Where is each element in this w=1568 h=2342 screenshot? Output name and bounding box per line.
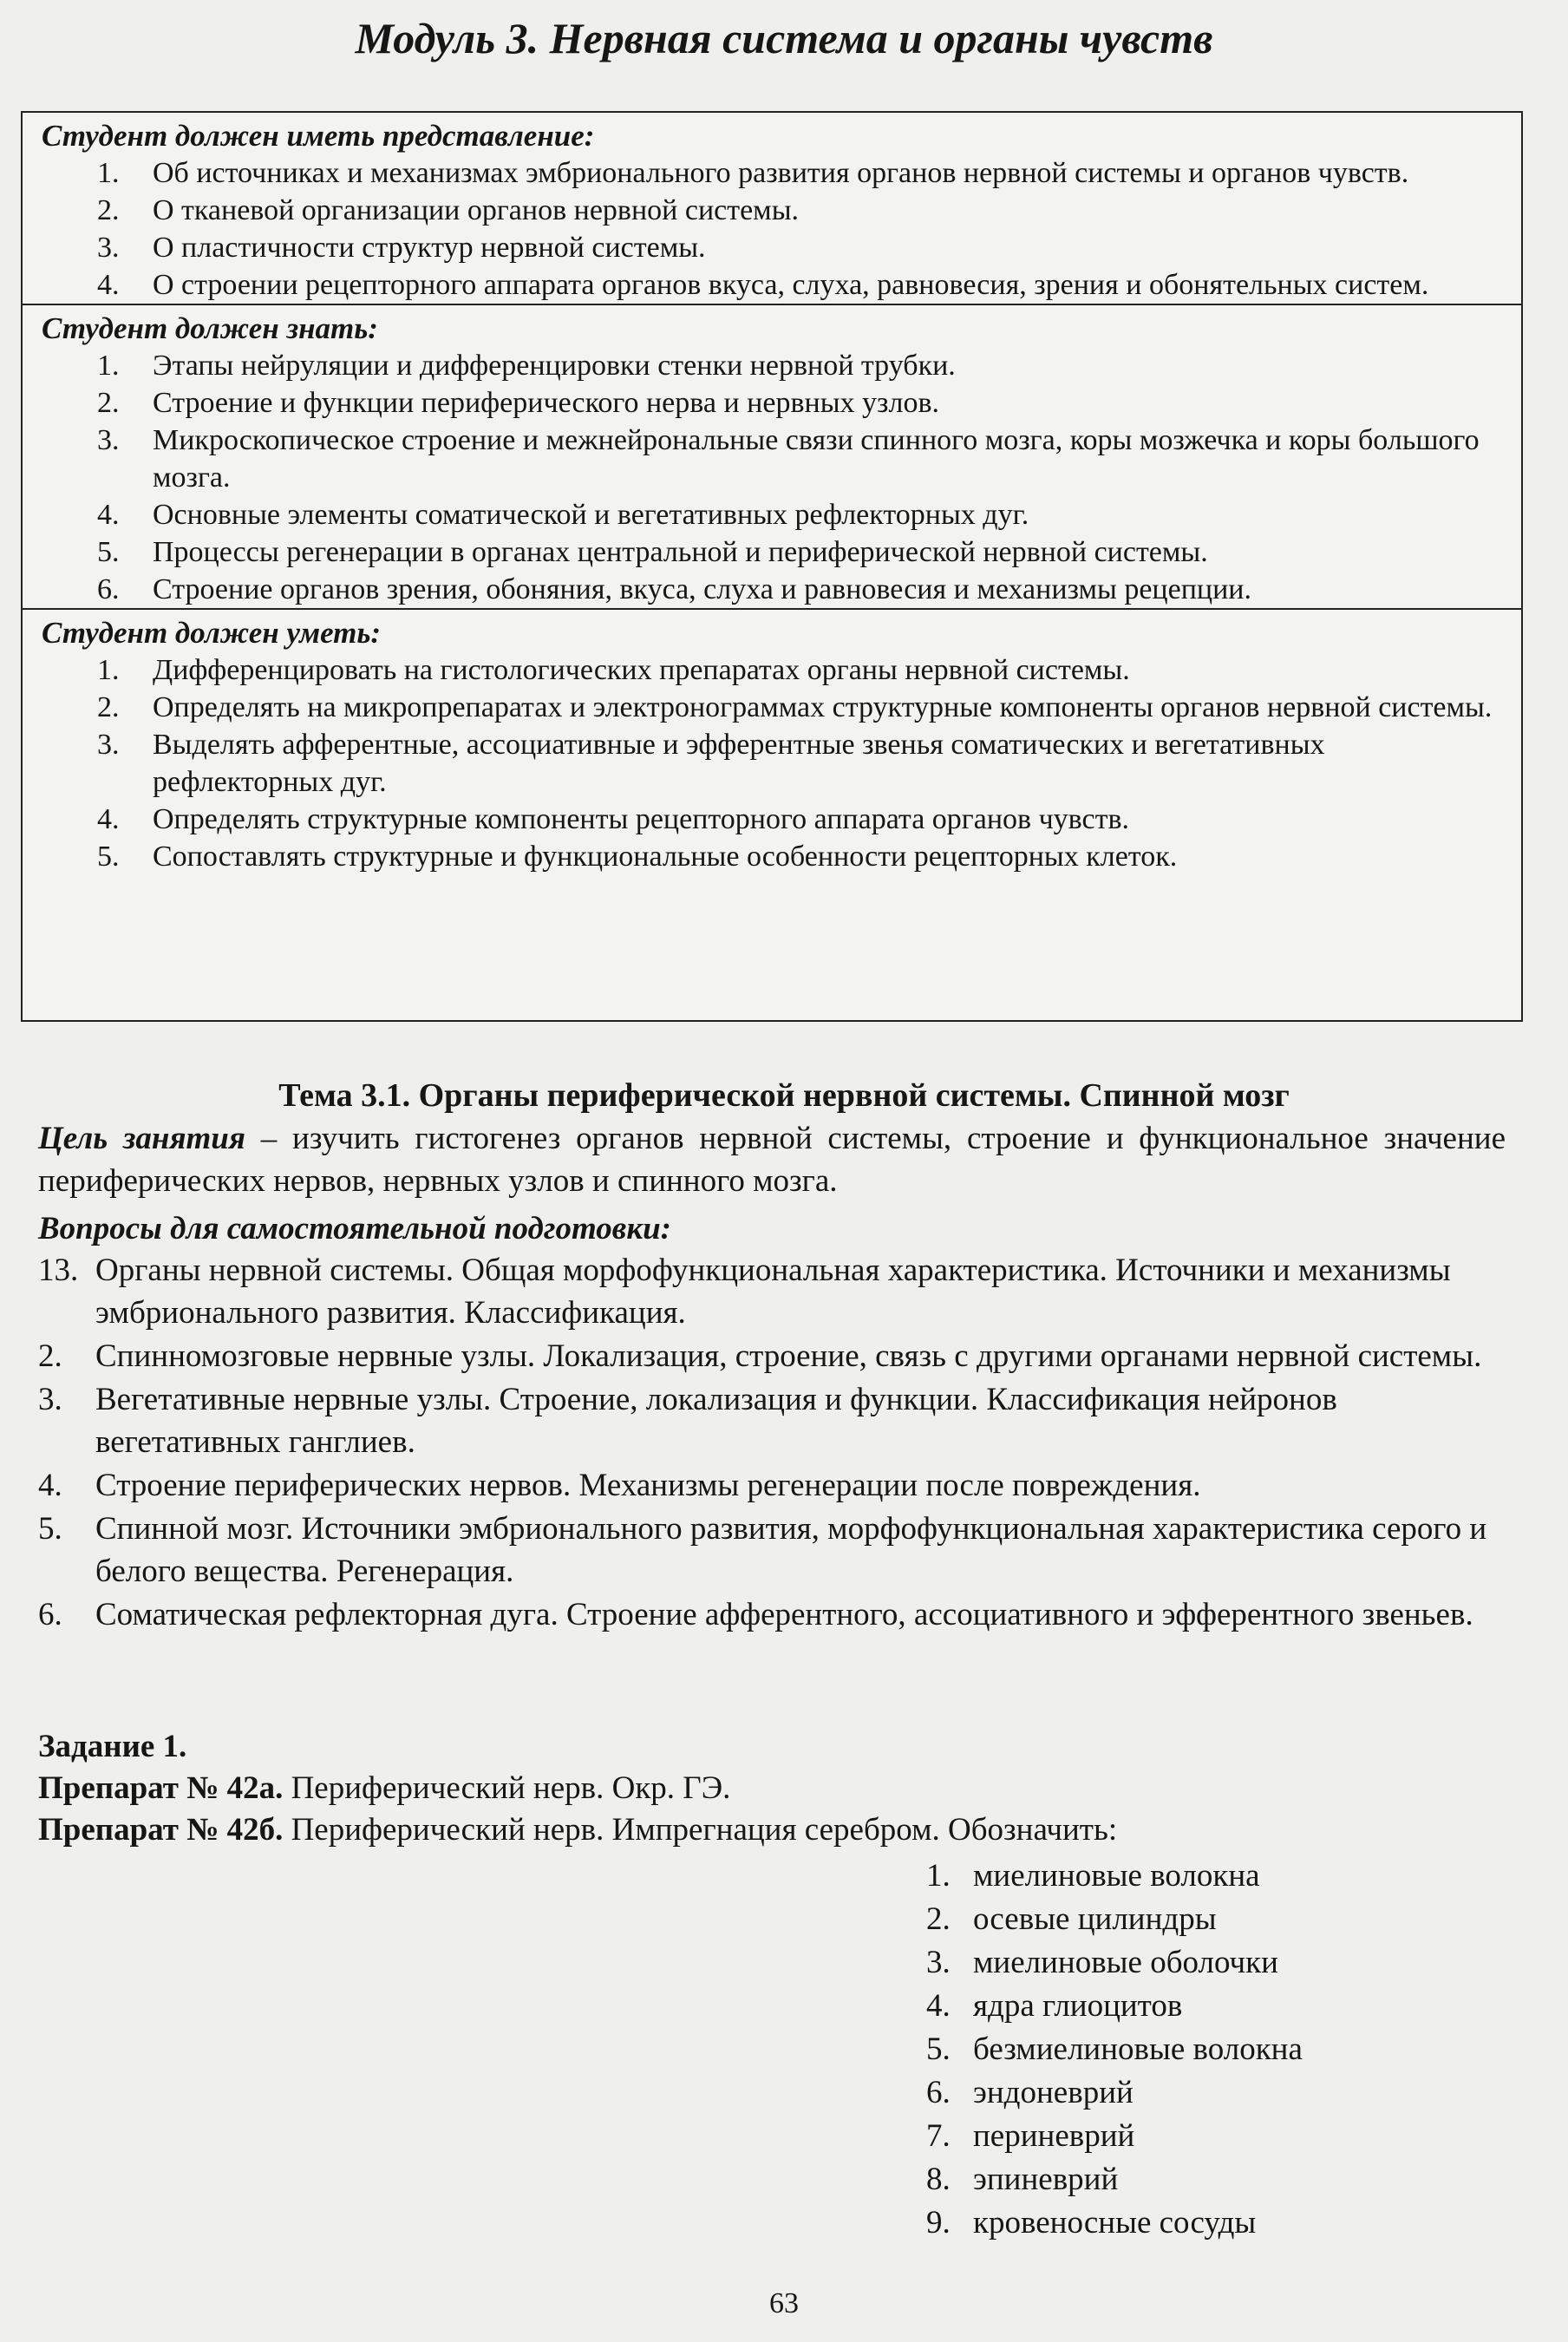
item-text: ядра глиоцитов bbox=[973, 1988, 1183, 2024]
item-number: 6. bbox=[97, 573, 120, 605]
list-item bbox=[42, 422, 1504, 496]
list-item bbox=[42, 266, 1504, 304]
list-item bbox=[38, 1249, 1512, 1334]
list-item bbox=[38, 1378, 1512, 1463]
item-number: 5. bbox=[38, 1511, 62, 1547]
lesson-goal bbox=[38, 1117, 1506, 1202]
prep-42b-text: Периферический нерв. Импрегнация серебром. Обозначить: bbox=[283, 1812, 1118, 1848]
know-heading: Студент должен знать: bbox=[42, 311, 378, 345]
list-item bbox=[38, 1593, 1512, 1636]
item-number: 3. bbox=[97, 424, 120, 456]
item-number: 9. bbox=[926, 2205, 951, 2241]
item-text: Этапы нейруляции и дифференцировки стенки нервной трубки. bbox=[153, 350, 956, 382]
goal-label: Цель занятия bbox=[38, 1121, 245, 1156]
item-text: Строение и функции периферического нерва и нервных узлов. bbox=[153, 387, 939, 419]
item-number: 4. bbox=[97, 803, 120, 835]
page-number: 63 bbox=[769, 2287, 799, 2319]
item-text: осевые цилиндры bbox=[973, 1901, 1217, 1937]
item-number: 4. bbox=[97, 499, 120, 531]
item-number: 3. bbox=[97, 729, 120, 761]
item-text: Спинномозговые нервные узлы. Локализация, строение, связь с другими органами нервной системы. bbox=[95, 1338, 1482, 1374]
item-number: 3. bbox=[97, 232, 120, 264]
list-item bbox=[42, 571, 1504, 608]
skills-list bbox=[42, 651, 1504, 875]
know-list bbox=[42, 347, 1504, 608]
item-text: Процессы регенерации в органах центральной и периферической нервной системы. bbox=[153, 536, 1208, 568]
list-item bbox=[926, 1855, 1303, 1898]
list-item bbox=[926, 1985, 1303, 2028]
item-text: Спинной мозг. Источники эмбрионального развития, морфофункциональная характеристика серого и белого вещества. Регенерация. bbox=[95, 1511, 1487, 1589]
list-item bbox=[42, 689, 1504, 726]
list-item bbox=[42, 154, 1504, 192]
list-item bbox=[926, 2115, 1303, 2158]
list-item bbox=[926, 2071, 1303, 2115]
item-number: 1. bbox=[926, 1858, 951, 1894]
list-item bbox=[42, 496, 1504, 533]
item-text: миелиновые оболочки bbox=[973, 1945, 1278, 1980]
prep-42b-label: Препарат № 42б. bbox=[38, 1812, 284, 1848]
item-number: 3. bbox=[926, 1945, 951, 1980]
list-item bbox=[38, 1508, 1512, 1593]
item-text: Органы нервной системы. Общая морфофункциональная характеристика. Источники и механизмы эмбрионального развития. Классификация. bbox=[95, 1253, 1451, 1331]
list-item bbox=[42, 384, 1504, 422]
preparation-42b bbox=[38, 1809, 1117, 1851]
module-title: Модуль 3. Нервная система и органы чувств bbox=[355, 14, 1213, 62]
item-text: Вегетативные нервные узлы. Строение, локализация и функции. Классификация нейронов вегетативных ганглиев. bbox=[95, 1382, 1337, 1460]
list-item bbox=[42, 229, 1504, 266]
item-number: 6. bbox=[38, 1597, 62, 1632]
item-text: кровеносные сосуды bbox=[973, 2205, 1257, 2241]
item-text: Выделять афферентные, ассоциативные и эфферентные звенья соматических и вегетативных рефлекторных дуг. bbox=[153, 729, 1325, 798]
item-text: Определять на микропрепаратах и электронограммах структурные компоненты органов нервной системы. bbox=[153, 691, 1493, 723]
list-item bbox=[926, 2028, 1303, 2071]
item-number: 13. bbox=[38, 1253, 79, 1288]
item-text: миелиновые волокна bbox=[973, 1858, 1260, 1894]
prep-42a-text: Периферический нерв. Окр. ГЭ. bbox=[283, 1770, 731, 1806]
list-item bbox=[926, 1898, 1303, 1941]
list-item bbox=[926, 1941, 1303, 1985]
represent-section bbox=[23, 113, 1521, 304]
learning-outcomes-box bbox=[21, 111, 1523, 1022]
item-number: 1. bbox=[97, 350, 120, 382]
list-item bbox=[38, 1464, 1512, 1507]
item-number: 7. bbox=[926, 2118, 951, 2154]
item-number: 2. bbox=[38, 1338, 62, 1374]
list-item bbox=[42, 192, 1504, 229]
item-text: периневрий bbox=[973, 2118, 1135, 2154]
topic-title: Тема 3.1. Органы периферической нервной системы. Спинной мозг bbox=[278, 1077, 1290, 1114]
item-number: 3. bbox=[38, 1382, 62, 1417]
item-number: 5. bbox=[926, 2031, 951, 2067]
item-text: Сопоставлять структурные и функциональные особенности рецепторных клеток. bbox=[153, 841, 1178, 873]
item-number: 8. bbox=[926, 2162, 951, 2197]
preparation-42a bbox=[38, 1768, 730, 1809]
item-number: 1. bbox=[97, 157, 120, 189]
item-number: 2. bbox=[926, 1901, 951, 1937]
item-text: Основные элементы соматической и вегетативных рефлекторных дуг. bbox=[153, 499, 1029, 531]
item-text: эндоневрий bbox=[973, 2075, 1134, 2110]
goal-text: – изучить гистогенез органов нервной системы, строение и функциональное значение периферических нервов, нервных узлов и спинного мозга. bbox=[38, 1121, 1506, 1199]
item-number: 4. bbox=[38, 1468, 62, 1503]
list-item bbox=[42, 533, 1504, 571]
item-text: Об источниках и механизмах эмбрионального развития органов нервной системы и органов чувств. bbox=[153, 157, 1409, 189]
item-text: О тканевой организации органов нервной системы. bbox=[153, 194, 800, 226]
item-text: Строение периферических нервов. Механизмы регенерации после повреждения. bbox=[95, 1468, 1201, 1503]
item-text: эпиневрий bbox=[973, 2162, 1119, 2197]
list-item bbox=[42, 801, 1504, 838]
item-number: 6. bbox=[926, 2075, 951, 2110]
list-item bbox=[42, 838, 1504, 875]
item-number: 4. bbox=[97, 269, 120, 301]
structure-labels-list bbox=[926, 1855, 1303, 2245]
list-item bbox=[42, 651, 1504, 689]
skills-section bbox=[23, 608, 1521, 875]
know-section bbox=[23, 304, 1521, 608]
item-number: 1. bbox=[97, 654, 120, 686]
item-text: О строении рецепторного аппарата органов вкуса, слуха, равновесия, зрения и обонятельных систем. bbox=[153, 269, 1429, 301]
item-text: Определять структурные компоненты рецепторного аппарата органов чувств. bbox=[153, 803, 1130, 835]
item-text: О пластичности структур нервной системы. bbox=[153, 232, 706, 264]
skills-heading: Студент должен уметь: bbox=[42, 616, 382, 650]
item-number: 5. bbox=[97, 841, 120, 873]
item-text: Строение органов зрения, обоняния, вкуса, слуха и равновесия и механизмы рецепции. bbox=[153, 573, 1251, 605]
item-text: Дифференцировать на гистологических препаратах органы нервной системы. bbox=[153, 654, 1130, 686]
item-text: безмиелиновые волокна bbox=[973, 2031, 1303, 2067]
task-title: Задание 1. bbox=[38, 1729, 187, 1764]
questions-heading: Вопросы для самостоятельной подготовки: bbox=[38, 1211, 671, 1246]
item-text: Соматическая рефлекторная дуга. Строение афферентного, ассоциативного и эфферентного звеньев. bbox=[95, 1597, 1473, 1632]
item-number: 2. bbox=[97, 194, 120, 226]
represent-heading: Студент должен иметь представление: bbox=[42, 119, 595, 153]
list-item bbox=[926, 2158, 1303, 2201]
list-item bbox=[42, 347, 1504, 384]
list-item bbox=[42, 726, 1504, 801]
represent-list bbox=[42, 154, 1504, 304]
item-number: 2. bbox=[97, 387, 120, 419]
item-number: 5. bbox=[97, 536, 120, 568]
item-number: 2. bbox=[97, 691, 120, 723]
list-item bbox=[926, 2201, 1303, 2245]
item-text: Микроскопическое строение и межнейрональные связи спинного мозга, коры мозжечка и коры большого мозга. bbox=[153, 424, 1480, 494]
list-item bbox=[38, 1335, 1512, 1377]
item-number: 4. bbox=[926, 1988, 951, 2024]
questions-list bbox=[38, 1249, 1512, 1637]
prep-42a-label: Препарат № 42а. bbox=[38, 1770, 284, 1806]
